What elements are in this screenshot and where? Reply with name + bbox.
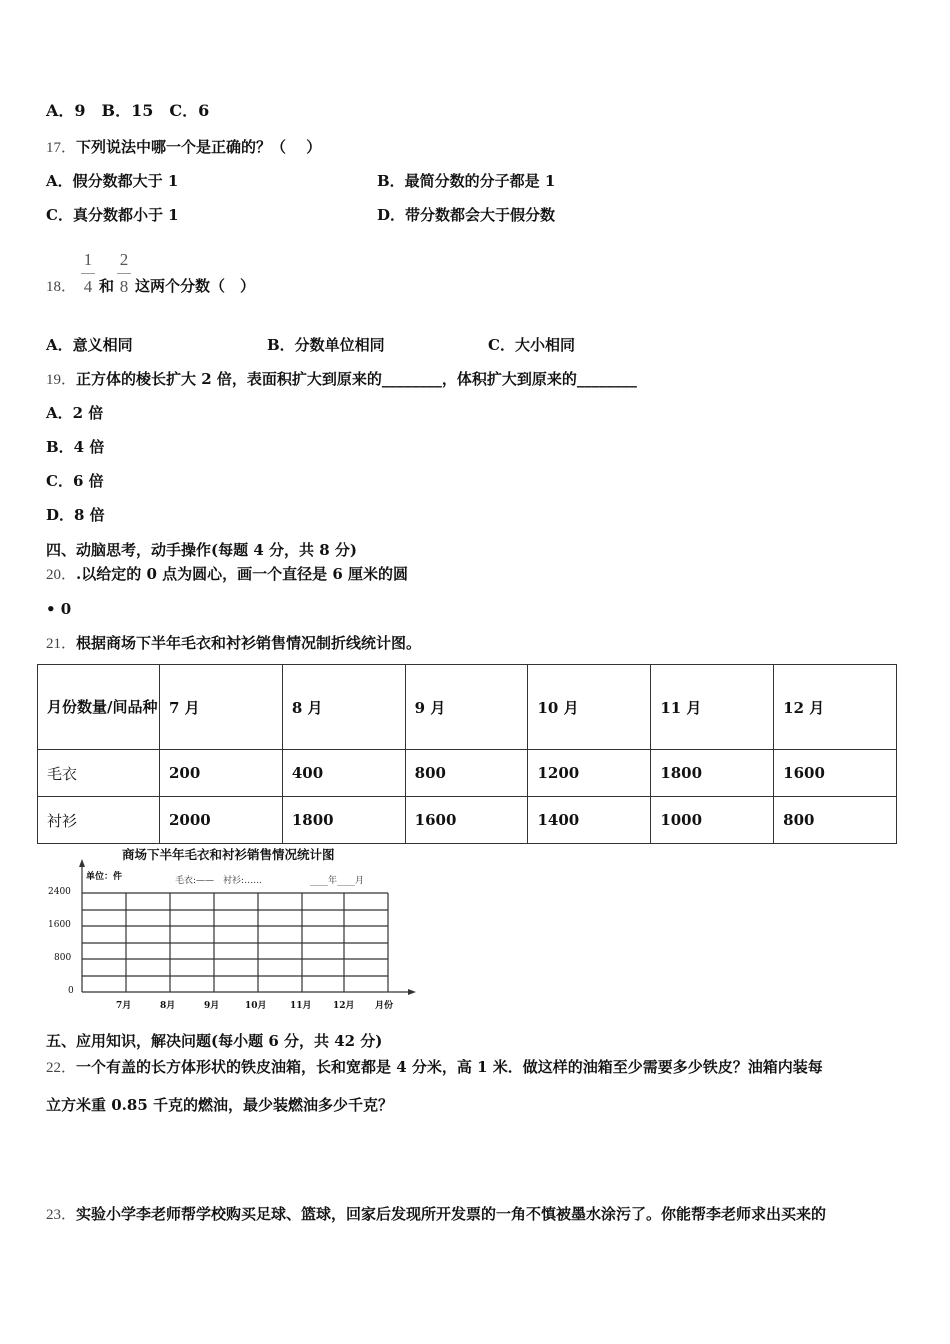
q22-line-1: 22．一个有盖的长方体形状的铁皮油箱，长和宽都是 4 分米，高 1 米．做这样的油箱至少需要多少铁皮？油箱内装每 [46, 1058, 823, 1076]
table-header-row [38, 665, 897, 750]
table-header-cell: 11 月 [651, 665, 774, 750]
q19-option-c: C．6 倍 [46, 472, 104, 490]
q21-question: 21．根据商场下半年毛衣和衬衫销售情况制折线统计图。 [46, 634, 422, 652]
q19-option-a: A．2 倍 [46, 404, 104, 422]
table-row: 衬衫 2000 1800 1600 1400 1000 800 [38, 797, 897, 844]
y-tick: 800 [54, 953, 72, 963]
q17-stem: 下列说法中哪一个是正确的？（ ） [76, 138, 322, 156]
table-header-cell: 10 月 [528, 665, 651, 750]
q18-option-b: B．分数单位相同 [267, 336, 385, 354]
q18-number: 18． [46, 279, 77, 295]
chart-title: 商场下半年毛衣和衬衫销售情况统计图 [122, 847, 335, 862]
q23-line-1: 23．实验小学李老师帮学校购买足球、篮球，回家后发现所开发票的一角不慎被墨水涂污了。你能帮李老师求出买来的 [46, 1205, 827, 1223]
x-axis-label: 月份 [375, 1001, 394, 1011]
table-header-cell: 7 月 [160, 665, 283, 750]
q18-stem: 这两个分数（ ） [135, 277, 256, 295]
y-tick: 1600 [48, 920, 71, 930]
chart-date-blank: ____年____月 [310, 876, 365, 886]
chart-unit-label: 单位：件 [86, 872, 123, 882]
q20-question: 20．.以给定的 0 点为圆心，画一个直径是 6 厘米的圆 [46, 565, 409, 583]
q17-option-b: B．最简分数的分子都是 1 [377, 172, 556, 190]
x-tick: 10月 [245, 1001, 267, 1011]
table-header-cell: 12 月 [774, 665, 897, 750]
q16-options: A．9 B．15 C．6 [46, 101, 210, 120]
q17-option-c: C．真分数都小于 1 [46, 206, 179, 224]
section-4-heading: 四、动脑思考，动手操作(每题 4 分，共 8 分) [46, 541, 357, 559]
x-tick: 8月 [160, 1001, 176, 1011]
table-header-cell: 月份数量/间品种 [38, 665, 160, 750]
q18-option-c: C．大小相同 [488, 336, 575, 354]
q17-question [46, 137, 321, 158]
x-tick: 12月 [333, 1001, 355, 1011]
q18-fraction-2: 2 8 [117, 250, 131, 298]
x-tick: 9月 [204, 1001, 220, 1011]
table-row: 毛衣 200 400 800 1200 1800 1600 [38, 750, 897, 797]
q19-stem: 正方体的棱长扩大 2 倍，表面积扩大到原来的________，体积扩大到原来的________ [76, 370, 637, 388]
q19-option-b: B．4 倍 [46, 438, 105, 456]
q19-option-d: D．8 倍 [46, 506, 105, 524]
q18-join: 和 [99, 277, 115, 295]
section-5-heading: 五、应用知识，解决问题(每小题 6 分，共 42 分) [46, 1032, 383, 1050]
q18-fraction-1: 1 4 [81, 250, 95, 298]
table-header-cell: 8 月 [282, 665, 405, 750]
line-chart-template [40, 845, 420, 1015]
y-tick: 2400 [48, 887, 71, 897]
q17-option-d: D．带分数都会大于假分数 [377, 206, 556, 224]
q19-question: 19．正方体的棱长扩大 2 倍，表面积扩大到原来的________，体积扩大到原来的________ [46, 370, 637, 388]
x-tick: 7月 [116, 1001, 132, 1011]
q18-option-a: A．意义相同 [46, 336, 133, 354]
y-tick: 0 [68, 986, 74, 996]
x-tick: 11月 [290, 1001, 312, 1011]
chart-legend: 毛衣:—— 衬衫:…… [175, 876, 263, 886]
q20-center-point: • 0 [46, 600, 72, 618]
q22-line-2: 立方米重 0.85 千克的燃油，最少装燃油多少千克？ [46, 1096, 393, 1114]
q17-option-a: A．假分数都大于 1 [46, 172, 179, 190]
sales-table [37, 664, 897, 844]
table-header-cell: 9 月 [405, 665, 528, 750]
q17-number: 17． [46, 140, 77, 156]
